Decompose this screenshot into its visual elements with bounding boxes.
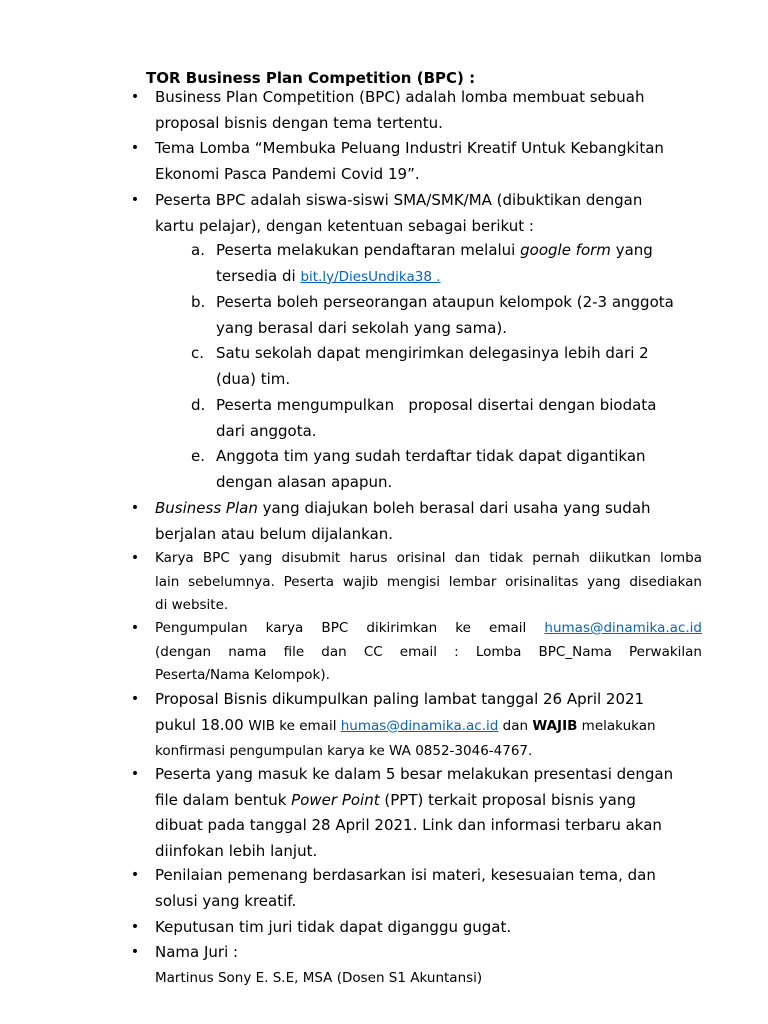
bullet-item-bpc-definition (130, 85, 702, 136)
bullet-icon: • (130, 944, 140, 960)
bullet-item-decision (130, 915, 702, 941)
sub-item-c (191, 341, 702, 393)
text-line: kartu pelajar), dengan ketentuan sebagai berikut : (155, 216, 534, 235)
bullet-icon: • (130, 867, 140, 883)
text-line: dari anggota. (216, 421, 317, 440)
text-line: Pengumpulan karya BPC dikirimkan ke email humas@dinamika.ac.id (155, 620, 702, 636)
list-marker: b. (191, 293, 206, 311)
text-line: berjalan atau belum dijalankan. (155, 524, 394, 543)
text-line: pukul 18.00 WIB ke email humas@dinamika.ac.id dan WAJIB melakukan (155, 715, 656, 734)
list-marker: c. (191, 344, 205, 362)
bullet-icon: • (130, 620, 140, 636)
text-line: Proposal Bisnis dikumpulkan paling lambat tanggal 26 April 2021 (155, 690, 645, 708)
bullet-icon: • (130, 89, 140, 105)
list-marker: e. (191, 447, 205, 465)
bullet-icon: • (130, 550, 140, 566)
text-line: (dengan nama file dan CC email : Lomba BPC_Nama Perwakilan (155, 643, 702, 660)
text-line: Ekonomi Pasca Pandemi Covid 19”. (155, 164, 420, 183)
text-line: Business Plan yang diajukan boleh berasal dari usaha yang sudah (155, 499, 651, 517)
email-link[interactable]: humas@dinamika.ac.id (544, 620, 702, 636)
sub-item-d (191, 393, 702, 445)
bullet-item-judges (130, 940, 702, 991)
bullet-item-presentation (130, 762, 702, 864)
bullet-item-business-plan (130, 496, 702, 547)
sub-item-b (191, 290, 702, 342)
bullet-icon: • (130, 919, 140, 935)
text-line: Anggota tim yang sudah terdaftar tidak dapat digantikan (216, 447, 646, 465)
email-link[interactable]: humas@dinamika.ac.id (340, 717, 499, 734)
bullet-icon: • (130, 192, 140, 208)
text-line: solusi yang kreatif. (155, 891, 297, 910)
text-line: Peserta melakukan pendaftaran melalui google form yang (216, 241, 653, 259)
text-line: lain sebelumnya. Peserta wajib mengisi lembar orisinalitas yang disediakan (155, 573, 702, 590)
text-line: Nama Juri : (155, 943, 239, 961)
text-line: diinfokan lebih lanjut. (155, 841, 318, 860)
sub-item-a (191, 238, 702, 291)
text-line: di website. (155, 597, 229, 613)
text-line: Satu sekolah dapat mengirimkan delegasinya lebih dari 2 (216, 344, 649, 362)
sub-item-e (191, 444, 702, 496)
text-line: (dua) tim. (216, 369, 291, 388)
list-marker: a. (191, 241, 205, 259)
bullet-item-participants (130, 188, 702, 239)
text-line: yang berasal dari sekolah yang sama). (216, 318, 508, 337)
text-line: Peserta mengumpulkan proposal disertai dengan biodata (216, 396, 657, 414)
bullet-item-originality (130, 547, 702, 618)
text-line: Peserta yang masuk ke dalam 5 besar melakukan presentasi dengan (155, 765, 674, 783)
bullet-item-deadline (130, 687, 702, 765)
bullet-icon: • (130, 766, 140, 782)
bullet-item-submission (130, 617, 702, 688)
text-line: Karya BPC yang disubmit harus orisinal dan tidak pernah diikutkan lomba (155, 550, 702, 566)
text-line: Tema Lomba “Membuka Peluang Industri Kreatif Untuk Kebangkitan (155, 139, 664, 157)
bullet-icon: • (130, 500, 140, 516)
text-line: konfirmasi pengumpulan karya ke WA 0852-3046-4767. (155, 743, 533, 760)
text-line: proposal bisnis dengan tema tertentu. (155, 113, 443, 132)
text-line: Peserta BPC adalah siswa-siswi SMA/SMK/MA (dibuktikan dengan (155, 191, 643, 209)
bullet-item-theme (130, 136, 702, 187)
text-line: Keputusan tim juri tidak dapat diganggu gugat. (155, 918, 512, 936)
bullet-item-assessment (130, 863, 702, 914)
text-line: Peserta boleh perseorangan ataupun kelompok (2-3 anggota (216, 293, 674, 311)
text-line: Business Plan Competition (BPC) adalah lomba membuat sebuah (155, 88, 645, 106)
list-marker: d. (191, 396, 206, 414)
bullet-icon: • (130, 691, 140, 707)
judge-name: Martinus Sony E. S.E, MSA (Dosen S1 Akuntansi) (155, 969, 483, 986)
text-line: dengan alasan apapun. (216, 472, 393, 491)
text-line: Peserta/Nama Kelompok). (155, 667, 330, 683)
bullet-icon: • (130, 140, 140, 156)
text-line: dibuat pada tanggal 28 April 2021. Link dan informasi terbaru akan (155, 816, 662, 835)
document-title: TOR Business Plan Competition (BPC) : (146, 69, 476, 87)
text-line: Penilaian pemenang berdasarkan isi materi, kesesuaian tema, dan (155, 866, 656, 884)
text-line: tersedia di bit.ly/DiesUndika38 . (216, 266, 441, 285)
registration-link[interactable]: bit.ly/DiesUndika38 . (300, 268, 441, 285)
text-line: file dalam bentuk Power Point (PPT) terkait proposal bisnis yang (155, 790, 636, 809)
